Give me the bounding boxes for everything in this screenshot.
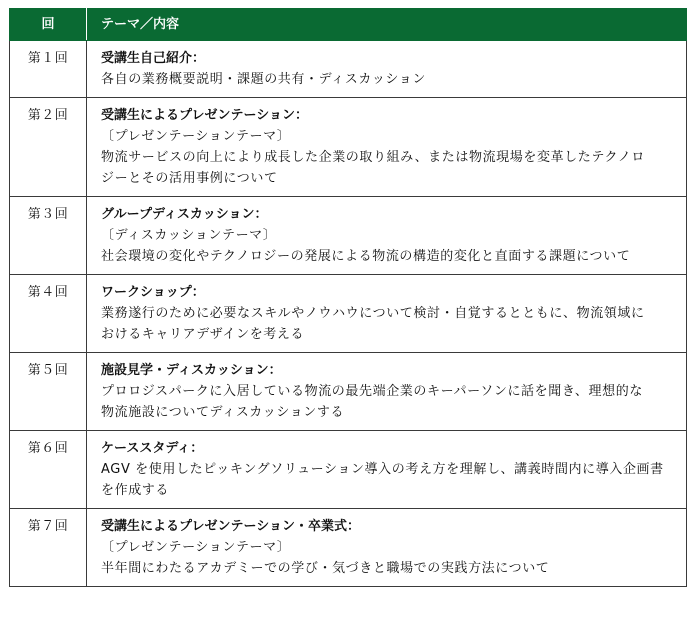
session-number: 第１回 [10, 41, 87, 98]
table-body [10, 41, 687, 587]
session-description-line: 各自の業務概要説明・課題の共有・ディスカッション [101, 72, 426, 87]
session-content [87, 275, 687, 353]
session-content [87, 509, 687, 587]
session-content [87, 98, 687, 197]
session-description-line: 社会環境の変化やテクノロジーの発展による物流の構造的変化と直面する課題について [101, 249, 631, 264]
session-description-line: 〔プレゼンテーションテーマ〕 [101, 540, 291, 555]
table-row [10, 509, 687, 587]
table-row [10, 353, 687, 431]
session-title: 施設見学・ディスカッション： [101, 363, 282, 378]
table-header-row [10, 8, 687, 41]
session-description-line: 半年間にわたるアカデミーでの学び・気づきと職場での実践方法について [101, 561, 550, 576]
session-title: 受講生によるプレゼンテーション： [101, 108, 308, 123]
session-content [87, 431, 687, 509]
session-number: 第２回 [10, 98, 87, 197]
table-row [10, 197, 687, 275]
session-title: グループディスカッション： [101, 207, 268, 222]
session-title: 受講生によるプレゼンテーション・卒業式： [101, 519, 360, 534]
session-description-line: プロロジスパークに入居している物流の最先端企業のキーパーソンに話を聞き、理想的な [101, 384, 643, 399]
session-number: 第４回 [10, 275, 87, 353]
session-description-line: 〔プレゼンテーションテーマ〕 [101, 129, 291, 144]
session-content [87, 353, 687, 431]
header-theme: テーマ／内容 [87, 8, 687, 41]
session-description-line: 物流サービスの向上により成長した企業の取り組み、または物流現場を変革したテクノロ [101, 150, 646, 165]
session-title: ケーススタディ： [101, 441, 204, 456]
table-row [10, 98, 687, 197]
curriculum-table [9, 8, 687, 587]
session-description-line: ジーとその活用事例について [101, 171, 278, 186]
table-row [10, 275, 687, 353]
session-number: 第７回 [10, 509, 87, 587]
session-number: 第６回 [10, 431, 87, 509]
session-content [87, 41, 687, 98]
session-description-line: 〔ディスカッションテーマ〕 [101, 228, 277, 243]
table-row [10, 431, 687, 509]
session-description-line: AGV を使用したピッキングソリューション導入の考え方を理解し、講義時間内に導入企画書 [101, 462, 664, 477]
session-number: 第３回 [10, 197, 87, 275]
session-description-line: おけるキャリアデザインを考える [101, 327, 305, 342]
table-row [10, 41, 687, 98]
session-number: 第５回 [10, 353, 87, 431]
session-content [87, 197, 687, 275]
session-description-line: を作成する [101, 483, 170, 498]
session-title: 受講生自己紹介： [101, 51, 206, 66]
header-session: 回 [10, 8, 87, 41]
session-title: ワークショップ： [101, 285, 205, 300]
session-description-line: 物流施設についてディスカッションする [101, 405, 345, 420]
session-description-line: 業務遂行のために必要なスキルやノウハウについて検討・自覚するとともに、物流領域に [101, 306, 645, 321]
